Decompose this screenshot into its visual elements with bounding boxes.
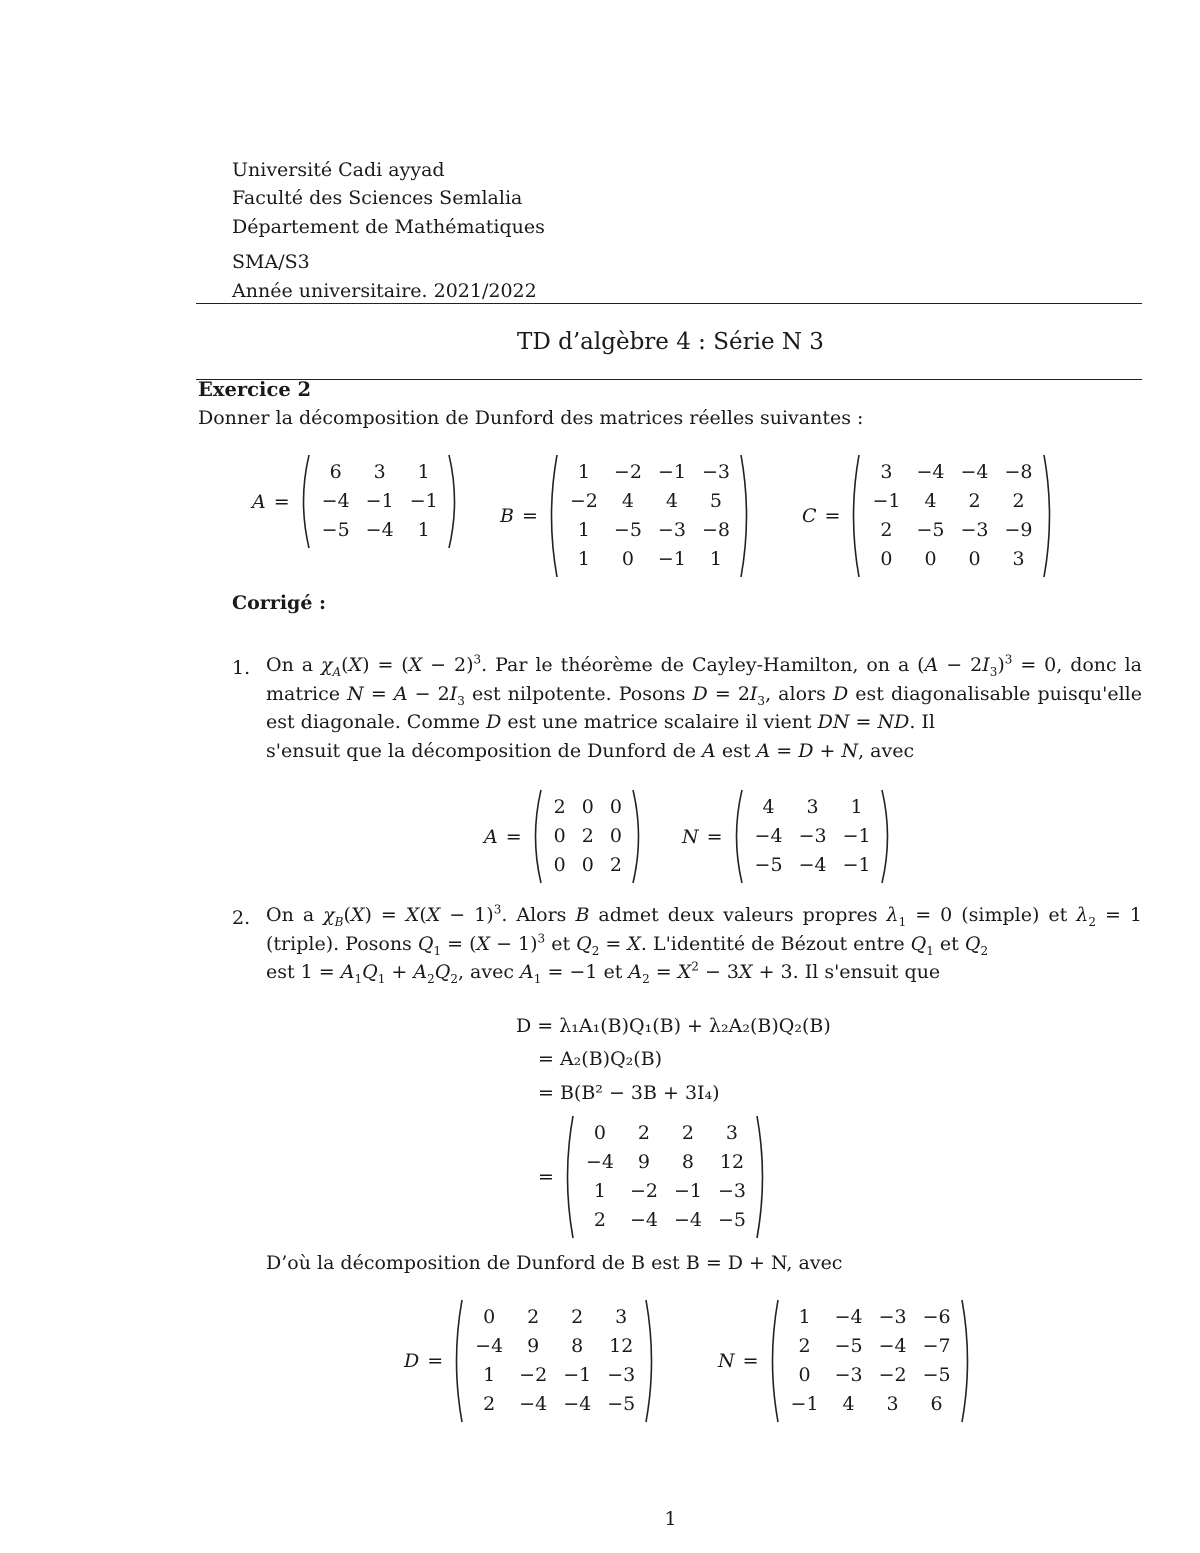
matrix-table xyxy=(783,1303,959,1419)
matrix-row xyxy=(747,851,879,880)
matrix-cell: −3 xyxy=(701,461,730,483)
right-parenthesis xyxy=(738,453,756,579)
matrix-cell: 2 xyxy=(681,1122,694,1144)
matrix-cell: 9 xyxy=(637,1151,650,1173)
matrix-cell: 3 xyxy=(615,1306,628,1328)
matrix-body xyxy=(560,1114,772,1240)
matrix-cell: 0 xyxy=(581,854,594,876)
university-name: Université Cadi ayyad xyxy=(232,159,445,181)
matrix-cell: −7 xyxy=(922,1335,951,1357)
matrix-cell: −5 xyxy=(607,1393,636,1415)
matrix-row xyxy=(783,1390,959,1419)
matrix-cell: 0 xyxy=(968,548,981,570)
matrix-cell: 2 xyxy=(593,1209,606,1231)
matrix-label: A xyxy=(484,825,498,848)
faculty-name: Faculté des Sciences Semlalia xyxy=(232,187,523,209)
matrix-cell: 2 xyxy=(968,490,981,512)
exercise-title: Exercice 2 xyxy=(198,378,312,401)
matrix-cell: 0 xyxy=(593,1122,606,1144)
matrix-cell: 3 xyxy=(1012,548,1025,570)
matrix-cell: −4 xyxy=(960,461,989,483)
matrix-cell: −4 xyxy=(585,1151,614,1173)
left-parenthesis xyxy=(560,1114,578,1240)
matrix-label: C xyxy=(802,505,817,527)
matrix-row xyxy=(546,793,630,822)
right-parenthesis xyxy=(879,788,897,885)
matrix-cell: 12 xyxy=(609,1335,634,1357)
equation-line-2: = A₂(B)Q₂(B) xyxy=(538,1048,663,1070)
matrix-cell: 8 xyxy=(681,1151,694,1173)
matrix-cell: 0 xyxy=(483,1306,496,1328)
matrix-cell: −2 xyxy=(878,1364,907,1386)
right-parenthesis xyxy=(630,788,648,885)
matrix-cell: −4 xyxy=(321,490,350,512)
matrix-cell: −4 xyxy=(365,519,394,541)
matrix-body xyxy=(846,453,1058,579)
right-parenthesis xyxy=(1041,453,1059,579)
matrix-body xyxy=(544,453,756,579)
matrix-cell: 2 xyxy=(798,1335,811,1357)
matrix-row xyxy=(578,1148,754,1177)
matrix-cell: −5 xyxy=(754,854,783,876)
matrix-cell: 8 xyxy=(571,1335,584,1357)
matrix-cell: −2 xyxy=(519,1364,548,1386)
matrix-cell: −5 xyxy=(717,1209,746,1231)
matrix-row xyxy=(314,458,446,487)
matrix-row xyxy=(747,822,879,851)
matrix-row xyxy=(562,458,738,487)
matrix-row xyxy=(314,487,446,516)
matrix-cell: −5 xyxy=(916,519,945,541)
matrix-cell: 6 xyxy=(930,1393,943,1415)
matrix-cell: 9 xyxy=(527,1335,540,1357)
matrix-cell: 6 xyxy=(329,461,342,483)
matrix-cell: 4 xyxy=(842,1393,855,1415)
item1-matrix-A: A = 2 0 0 0 2 0 0 0 2 xyxy=(484,788,648,885)
matrix-cell: −1 xyxy=(872,490,901,512)
matrix-cell: 1 xyxy=(577,461,590,483)
page-number: 1 xyxy=(664,1508,677,1530)
matrix-row xyxy=(467,1361,643,1390)
left-parenthesis xyxy=(729,788,747,885)
matrix-B-statement: B = 1 −2 −1 −3 −2 4 4 5 1 −5 −3 −8 1 0 −1 1 xyxy=(500,453,756,579)
right-parenthesis xyxy=(643,1298,661,1424)
matrix-cell: 0 xyxy=(924,548,937,570)
matrix-row xyxy=(546,851,630,880)
matrix-cell: −4 xyxy=(834,1306,863,1328)
matrix-cell: −5 xyxy=(834,1335,863,1357)
matrix-row xyxy=(783,1332,959,1361)
matrix-cell: 0 xyxy=(581,796,594,818)
matrix-cell: −4 xyxy=(563,1393,592,1415)
matrix-A-statement: A = 6 3 1 −4 −1 −1 −5 −4 1 xyxy=(252,453,464,550)
matrix-row xyxy=(562,545,738,574)
matrix-cell: −9 xyxy=(1004,519,1033,541)
matrix-cell: 12 xyxy=(719,1151,745,1173)
matrix-body xyxy=(765,1298,977,1424)
left-parenthesis xyxy=(765,1298,783,1424)
matrix-row xyxy=(864,487,1040,516)
matrix-cell: 3 xyxy=(373,461,386,483)
department-name: Département de Mathématiques xyxy=(232,216,545,238)
matrix-row xyxy=(783,1361,959,1390)
matrix-cell: 1 xyxy=(483,1364,496,1386)
matrix-cell: −4 xyxy=(673,1209,702,1231)
matrix-cell: 1 xyxy=(798,1306,811,1328)
matrix-cell: −3 xyxy=(798,825,827,847)
left-parenthesis xyxy=(544,453,562,579)
academic-year: Année universitaire. 2021/2022 xyxy=(232,280,537,302)
matrix-cell: −5 xyxy=(922,1364,951,1386)
final-matrix-D: D = 0 2 2 3 −4 9 8 12 1 −2 −1 −3 2 −4 −4 −5 xyxy=(404,1298,661,1424)
title-rule xyxy=(196,379,1142,380)
matrix-cell: 2 xyxy=(571,1306,584,1328)
left-parenthesis xyxy=(528,788,546,885)
matrix-cell: 1 xyxy=(709,548,722,570)
item-number: 1. xyxy=(232,657,251,679)
page-title: TD d’algèbre 4 : Série N 3 xyxy=(517,329,824,355)
right-parenthesis xyxy=(446,453,464,550)
matrix-cell: −2 xyxy=(629,1180,658,1202)
matrix-body xyxy=(449,1298,661,1424)
matrix-C-statement: C = 3 −4 −4 −8 −1 4 2 2 2 −5 −3 −9 0 0 0 3 xyxy=(802,453,1059,579)
matrix-cell: 1 xyxy=(417,519,430,541)
matrix-cell: 0 xyxy=(609,825,622,847)
matrix-cell: 5 xyxy=(709,490,722,512)
matrix-row xyxy=(562,516,738,545)
matrix-row xyxy=(562,487,738,516)
matrix-cell: −4 xyxy=(754,825,783,847)
matrix-cell: 2 xyxy=(1012,490,1025,512)
matrix-cell: −3 xyxy=(834,1364,863,1386)
matrix-row xyxy=(314,516,446,545)
matrix-cell: −1 xyxy=(657,461,686,483)
matrix-row xyxy=(546,822,630,851)
matrix-cell: −8 xyxy=(701,519,730,541)
right-parenthesis xyxy=(959,1298,977,1424)
matrix-cell: −5 xyxy=(321,519,350,541)
equation-line-1: D = λ₁A₁(B)Q₁(B) + λ₂A₂(B)Q₂(B) xyxy=(516,1015,831,1037)
matrix-cell: −5 xyxy=(613,519,642,541)
item2-paragraph: On a $\chi_B(X) = X(X - 1)^3$. Alors B admet deux valeurs propres $\lambda_1 = 0$ (simple) et $\lambda_2 = 1$ (triple). Posons $Q_1 = (X - 1)^3$ et $Q_2 = X$. L'identité de Bézout entre $Q_1$ et $Q_2$ est $1 = A_1Q_1 + A_2Q_2$, avec $A_1 = -1$ et $A_2 = X^2 - 3X + 3$. Il s'ensuit que xyxy=(266,902,1142,986)
matrix-row xyxy=(578,1177,754,1206)
matrix-cell: 1 xyxy=(850,796,863,818)
matrix-cell: −1 xyxy=(842,825,871,847)
matrix-row xyxy=(467,1303,643,1332)
matrix-label: D xyxy=(404,1350,420,1372)
matrix-cell: 3 xyxy=(806,796,819,818)
matrix-label: B xyxy=(500,505,514,527)
matrix-label: N xyxy=(682,825,699,848)
matrix-cell: −6 xyxy=(922,1306,951,1328)
matrix-cell: −1 xyxy=(790,1393,819,1415)
item1-paragraph: On a $\chi_A(X) = (X - 2)^3$. Par le théorème de Cayley-Hamilton, on a $(A - 2I_3)^3 = 0$, donc la matrice $N = A - 2I_3$ est nilpotente. Posons $D = 2I_3$, alors D est diagonalisable puisqu'elle est diagonale. Comme D est une matrice scalaire il vient DN = ND. Il s'ensuit que la décomposition de Dunford de A est A = D + N, avec xyxy=(266,652,1142,762)
matrix-cell: 0 xyxy=(553,825,566,847)
left-parenthesis xyxy=(846,453,864,579)
item1-matrix-N: N = 4 3 1 −4 −3 −1 −5 −4 −1 xyxy=(682,788,897,885)
final-matrix-N: N = 1 −4 −3 −6 2 −5 −4 −7 0 −3 −2 −5 −1 4 3 6 xyxy=(718,1298,977,1424)
matrix-cell: −4 xyxy=(629,1209,658,1231)
matrix-cell: −8 xyxy=(1004,461,1033,483)
matrix-table xyxy=(546,793,630,880)
header-rule xyxy=(196,303,1142,304)
matrix-row xyxy=(467,1332,643,1361)
matrix-cell: 1 xyxy=(593,1180,606,1202)
matrix-cell: −4 xyxy=(475,1335,504,1357)
matrix-cell: −3 xyxy=(657,519,686,541)
matrix-cell: −4 xyxy=(798,854,827,876)
matrix-cell: 3 xyxy=(886,1393,899,1415)
matrix-cell: 1 xyxy=(417,461,430,483)
matrix-table xyxy=(314,458,446,545)
matrix-row xyxy=(578,1119,754,1148)
matrix-cell: 0 xyxy=(621,548,634,570)
equation-line-3: = B(B² − 3B + 3I₄) xyxy=(538,1082,720,1104)
matrix-cell: 0 xyxy=(880,548,893,570)
matrix-cell: −1 xyxy=(657,548,686,570)
matrix-cell: −4 xyxy=(878,1335,907,1357)
matrix-cell: 4 xyxy=(621,490,634,512)
matrix-cell: −1 xyxy=(563,1364,592,1386)
matrix-cell: 0 xyxy=(553,854,566,876)
matrix-cell: −1 xyxy=(409,490,438,512)
matrix-cell: 3 xyxy=(725,1122,739,1144)
matrix-row xyxy=(467,1390,643,1419)
left-parenthesis xyxy=(296,453,314,550)
matrix-cell: 2 xyxy=(637,1122,650,1144)
matrix-cell: −4 xyxy=(519,1393,548,1415)
matrix-cell: 4 xyxy=(665,490,678,512)
exercise-statement: Donner la décomposition de Dunford des matrices réelles suivantes : xyxy=(198,407,864,429)
matrix-cell: 3 xyxy=(880,461,893,483)
matrix-cell: 0 xyxy=(798,1364,811,1386)
matrix-row xyxy=(783,1303,959,1332)
D-matrix-result: = 0 2 2 3 −4 9 8 12 1 −2 −1 −3 2 −4 −4 −5 xyxy=(538,1114,772,1240)
matrix-cell: −1 xyxy=(673,1180,702,1202)
right-parenthesis xyxy=(754,1114,772,1240)
matrix-cell: −3 xyxy=(878,1306,907,1328)
matrix-cell: −3 xyxy=(607,1364,636,1386)
item-number: 2. xyxy=(232,907,251,929)
matrix-cell: 2 xyxy=(581,825,594,847)
matrix-cell: 2 xyxy=(880,519,893,541)
matrix-cell: 4 xyxy=(924,490,937,512)
matrix-cell: 2 xyxy=(527,1306,540,1328)
matrix-table xyxy=(864,458,1040,574)
matrix-body xyxy=(296,453,464,550)
matrix-cell: −3 xyxy=(717,1180,746,1202)
matrix-cell: 2 xyxy=(553,796,566,818)
matrix-body xyxy=(729,788,897,885)
matrix-cell: −1 xyxy=(842,854,871,876)
matrix-row xyxy=(864,516,1040,545)
matrix-cell: 2 xyxy=(483,1393,496,1415)
program-label: SMA/S3 xyxy=(232,251,310,273)
matrix-row xyxy=(747,793,879,822)
matrix-cell: −3 xyxy=(960,519,989,541)
matrix-row xyxy=(864,545,1040,574)
matrix-table xyxy=(747,793,879,880)
matrix-cell: −2 xyxy=(569,490,598,512)
matrix-row xyxy=(578,1206,754,1235)
matrix-table xyxy=(578,1119,754,1235)
matrix-table xyxy=(562,458,738,574)
left-parenthesis xyxy=(449,1298,467,1424)
matrix-label: N xyxy=(718,1350,735,1372)
matrix-label: A xyxy=(252,490,266,513)
matrix-body xyxy=(528,788,648,885)
matrix-table xyxy=(467,1303,643,1419)
corrige-heading: Corrigé : xyxy=(232,592,327,614)
matrix-cell: 2 xyxy=(609,854,622,876)
matrix-cell: 1 xyxy=(577,548,590,570)
matrix-cell: 1 xyxy=(577,519,590,541)
matrix-cell: 4 xyxy=(762,796,775,818)
matrix-row xyxy=(864,458,1040,487)
matrix-cell: −4 xyxy=(916,461,945,483)
conclusion-text: D’où la décomposition de Dunford de B est B = D + N, avec xyxy=(266,1252,843,1274)
matrix-cell: −1 xyxy=(365,490,394,512)
matrix-cell: 0 xyxy=(609,796,622,818)
matrix-cell: −2 xyxy=(613,461,642,483)
